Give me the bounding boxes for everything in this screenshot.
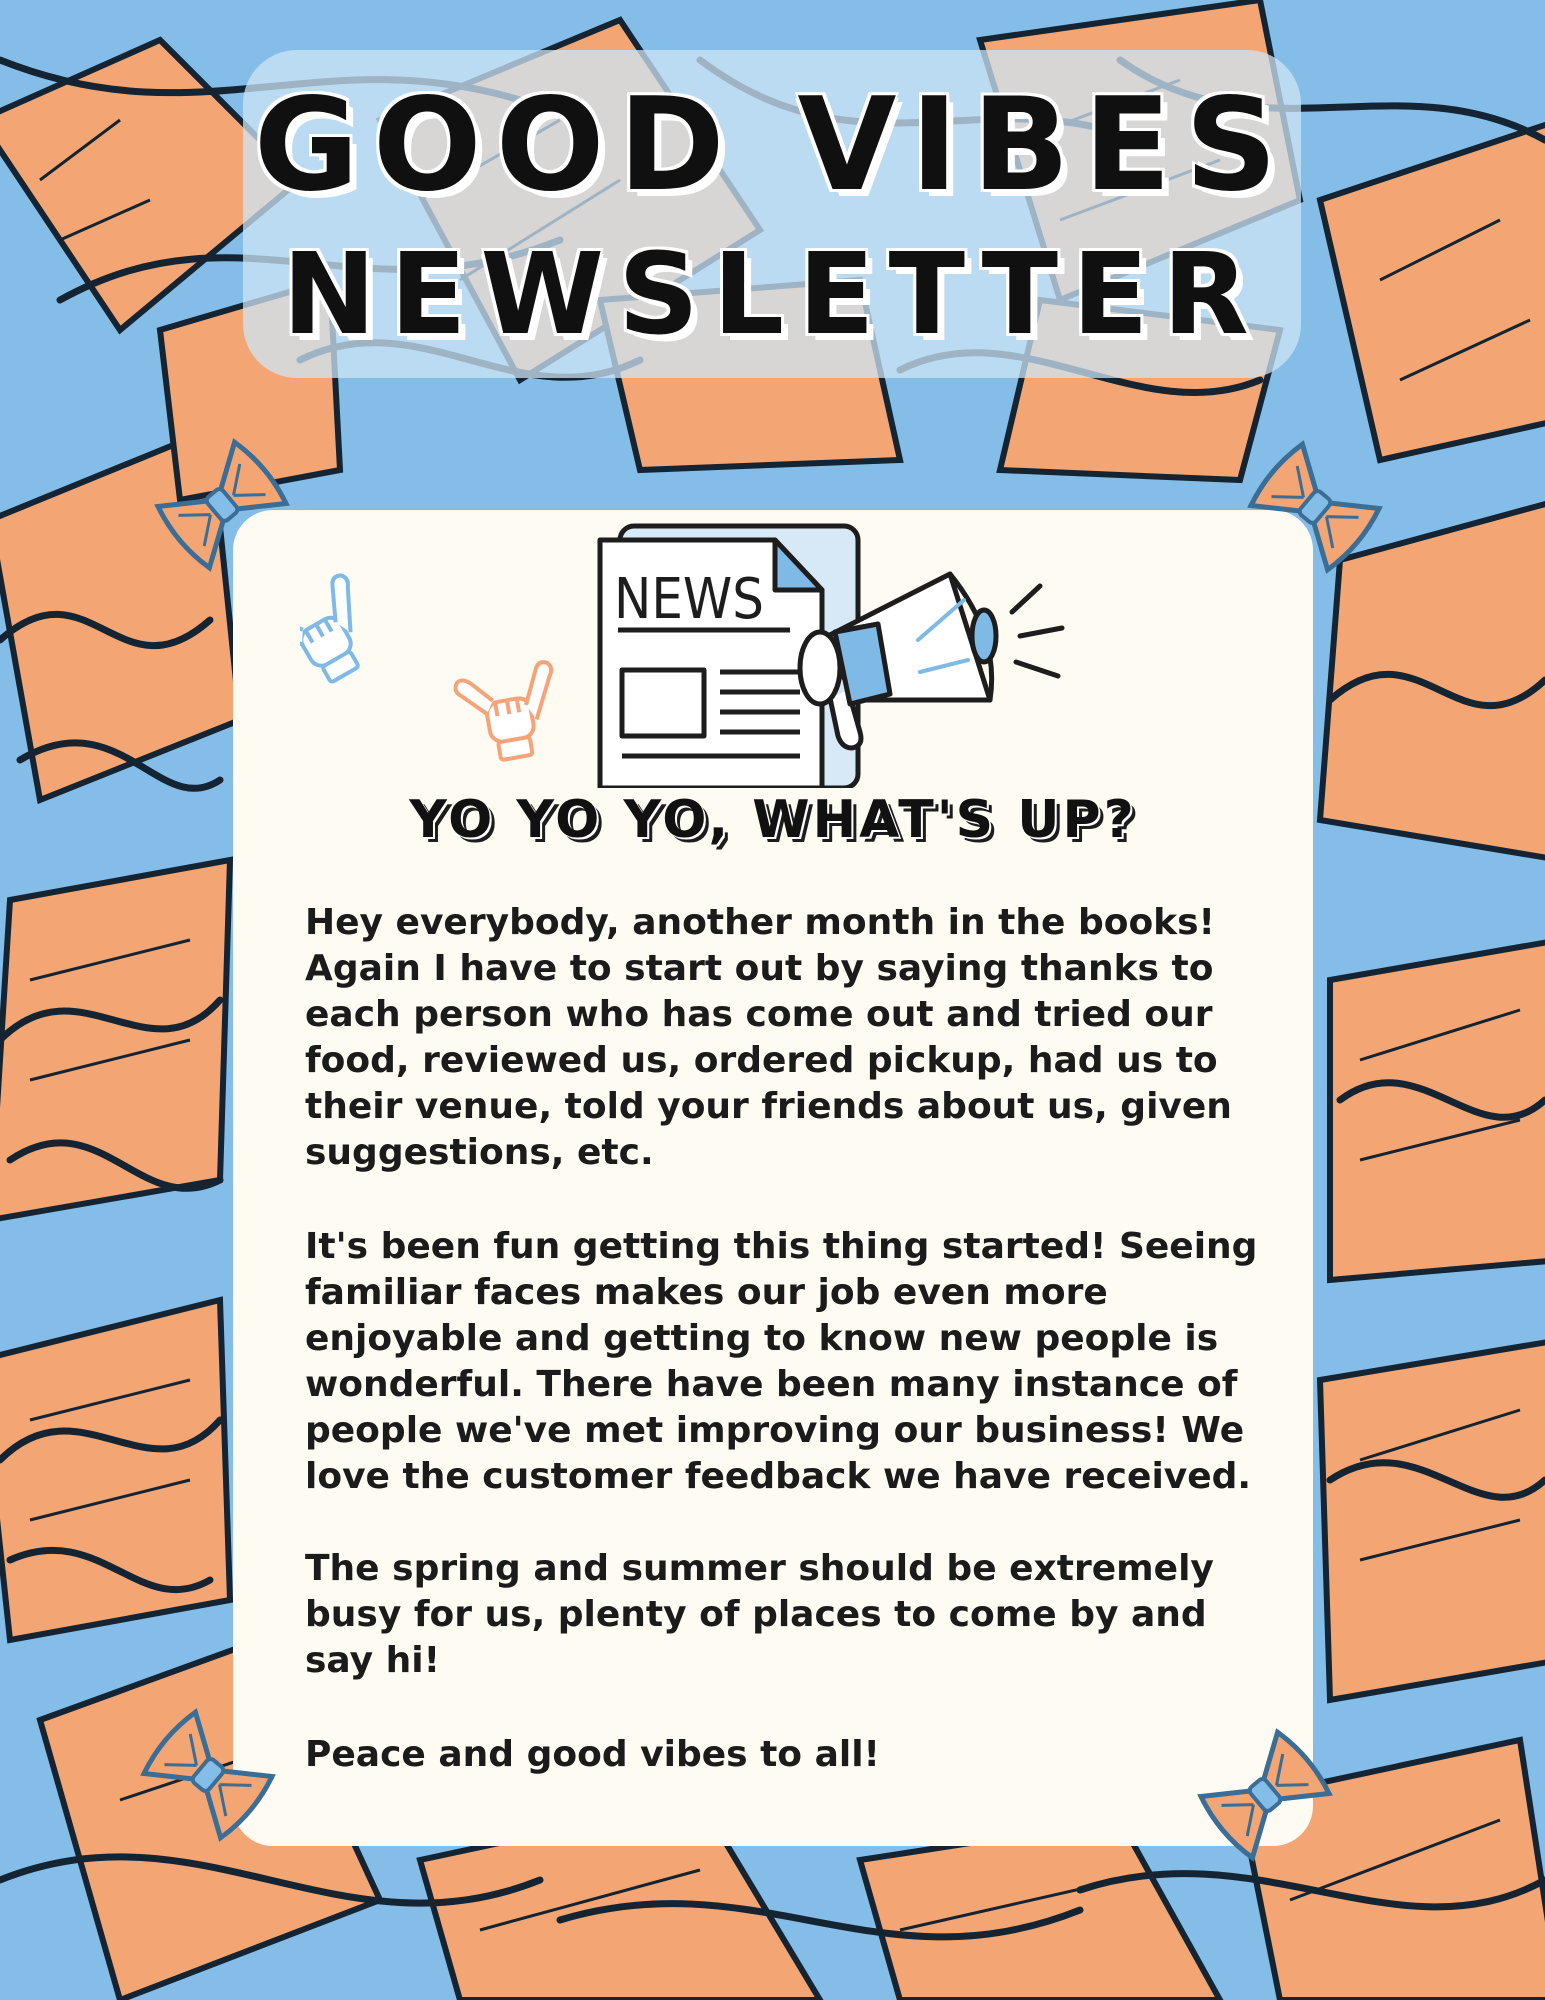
section-heading: YO YO YO, WHAT'S UP? [409,790,1137,850]
shaka-hand-blue-icon [300,573,387,699]
newsletter-title-line1: GOOD VIBES [253,71,1292,220]
body-paragraph: Peace and good vibes to all! [305,1734,880,1775]
newsletter-title-line2: NEWSLETTER [282,230,1263,360]
body-paragraph: It's been fun getting this thing started! Seeing familiar faces makes our job even more enjoyable and getting to know new people is wonderful. There have been many instance of people we've met improving our business! We love the customer feedback we have received. [305,1226,1258,1497]
body-paragraph: The spring and summer should be extremely busy for us, plenty of places to come by and say hi! [305,1548,1214,1681]
body-paragraph: Hey everybody, another month in the books! Again I have to start out by saying thanks to each person who has come out and tried our food, reviewed us, ordered pickup, had us to their venue, told your friends about us, given suggestions, etc. [305,902,1232,1173]
news-illustration [300,520,1100,788]
shaka-hand-orange-icon [454,661,566,766]
newspaper-label: NEWS [614,567,764,632]
